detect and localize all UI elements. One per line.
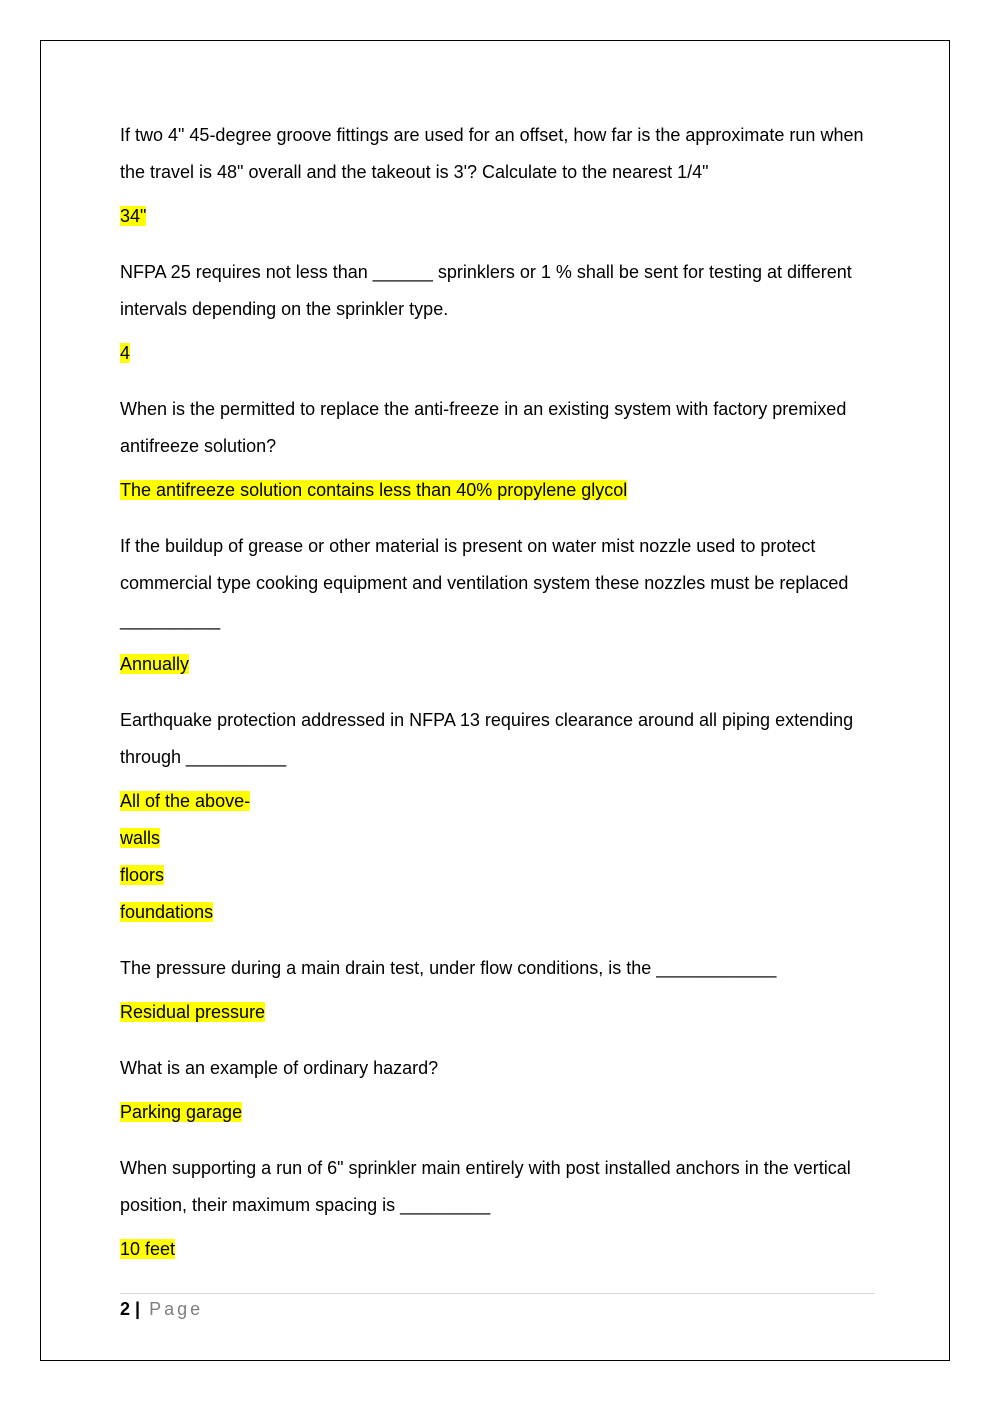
answer-highlight: Annually bbox=[120, 654, 190, 674]
question-6: The pressure during a main drain test, under flow conditions, is the ____________ bbox=[120, 958, 777, 978]
footer-separator: | bbox=[135, 1299, 141, 1319]
answer-1 bbox=[120, 204, 880, 228]
answer-2 bbox=[120, 341, 880, 365]
answer-highlight: 4 bbox=[120, 343, 131, 363]
answer-highlight: Parking garage bbox=[120, 1102, 243, 1122]
answer-highlight: Residual pressure bbox=[120, 1002, 266, 1022]
answer-4 bbox=[120, 652, 880, 676]
list-item bbox=[120, 900, 880, 924]
answer-8 bbox=[120, 1237, 880, 1261]
answer-highlight: floors bbox=[120, 865, 165, 885]
answer-6 bbox=[120, 1000, 880, 1024]
question-3: When is the permitted to replace the anti-freeze in an existing system with factory premixed antifreeze solution? bbox=[120, 399, 847, 456]
question-4: If the buildup of grease or other material is present on water mist nozzle used to protect commercial type cooking equipment and ventilation system these nozzles must be replaced __________ bbox=[120, 536, 849, 630]
list-item bbox=[120, 863, 880, 887]
answer-highlight: All of the above- bbox=[120, 791, 251, 811]
question-7: What is an example of ordinary hazard? bbox=[120, 1058, 439, 1078]
list-item bbox=[120, 789, 880, 813]
page-number: 2 bbox=[120, 1299, 131, 1319]
answer-highlight: 10 feet bbox=[120, 1239, 176, 1259]
answer-highlight: 34" bbox=[120, 206, 147, 226]
answer-highlight: The antifreeze solution contains less than 40% propylene glycol bbox=[120, 480, 628, 500]
question-5: Earthquake protection addressed in NFPA 13 requires clearance around all piping extending through __________ bbox=[120, 710, 854, 767]
answer-7 bbox=[120, 1100, 880, 1124]
question-8: When supporting a run of 6" sprinkler main entirely with post installed anchors in the vertical position, their maximum spacing is _________ bbox=[120, 1158, 851, 1215]
answer-highlight: foundations bbox=[120, 902, 214, 922]
question-2: NFPA 25 requires not less than ______ sprinklers or 1 % shall be sent for testing at different intervals depending on the sprinkler type. bbox=[120, 262, 852, 319]
page-content bbox=[120, 117, 880, 1287]
question-1: If two 4" 45-degree groove fittings are used for an offset, how far is the approximate run when the travel is 48" overall and the takeout is 3'? Calculate to the nearest 1/4" bbox=[120, 125, 864, 182]
page-label: Page bbox=[149, 1299, 204, 1319]
answer-3 bbox=[120, 478, 880, 502]
list-item bbox=[120, 826, 880, 850]
answer-5-list bbox=[120, 789, 880, 924]
answer-highlight: walls bbox=[120, 828, 161, 848]
document-page bbox=[40, 40, 950, 1361]
page-footer bbox=[120, 1293, 875, 1321]
